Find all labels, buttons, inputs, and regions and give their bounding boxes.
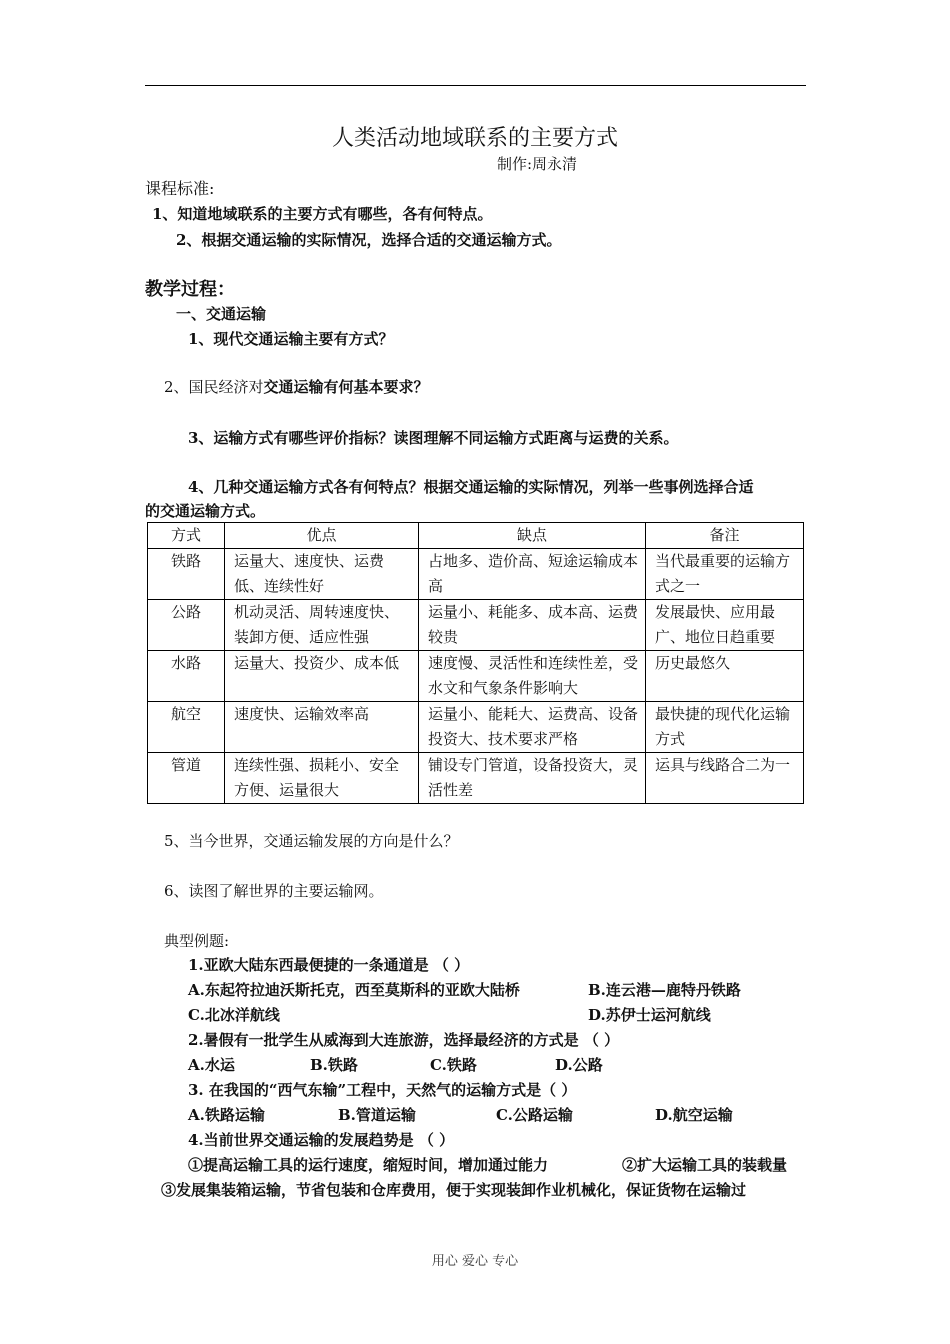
examples-heading: 典型例题: <box>164 932 230 950</box>
table-cell-mode: 管道 <box>148 753 225 804</box>
question-1: 1、现代交通运输主要有方式？ <box>188 330 394 348</box>
question-2-text: 交通运输有何基本要求？ <box>263 378 429 396</box>
process-heading: 教学过程： <box>145 279 235 300</box>
example-2-option-a: A.水运 <box>188 1056 235 1074</box>
example-2-option-b: B.铁路 <box>310 1056 358 1074</box>
table-cell-notes: 最快捷的现代化运输方式 <box>646 702 804 753</box>
table-row <box>148 702 804 753</box>
author-line: 制作:周永清 <box>497 155 578 173</box>
table-cell-disadvantages: 运量小、能耗大、运费高、设备投资大、技术要求严格 <box>419 702 646 753</box>
page-title: 人类活动地域联系的主要方式 <box>331 126 618 151</box>
example-2-option-c: C.铁路 <box>430 1056 477 1074</box>
header-cell-mode: 方式 <box>148 523 225 549</box>
example-2-option-d: D.公路 <box>555 1056 603 1074</box>
table-cell-notes: 发展最快、应用最广、地位日趋重要 <box>646 600 804 651</box>
table-cell-mode: 水路 <box>148 651 225 702</box>
example-4-option-1: ①提高运输工具的运行速度，缩短时间，增加通过能力 <box>188 1156 549 1174</box>
table-cell-mode: 铁路 <box>148 549 225 600</box>
example-3-option-c: C.公路运输 <box>496 1106 573 1124</box>
example-1-stem: 1.亚欧大陆东西最便捷的一条通道是 （ ） <box>188 956 470 974</box>
question-5: 5、当今世界，交通运输发展的方向是什么？ <box>164 832 459 850</box>
example-3-stem: 3. 在我国的“西气东输”工程中，天然气的运输方式是（ ） <box>188 1081 577 1099</box>
table-row <box>148 753 804 804</box>
table-cell-notes: 当代最重要的运输方式之一 <box>646 549 804 600</box>
table-cell-mode: 公路 <box>148 600 225 651</box>
standard-item-2: 2、根据交通运输的实际情况，选择合适的交通运输方式。 <box>176 231 562 249</box>
header-rule <box>145 85 806 86</box>
table-cell-disadvantages: 速度慢、灵活性和连续性差，受水文和气象条件影响大 <box>419 651 646 702</box>
table-cell-disadvantages: 占地多、造价高、短途运输成本高 <box>419 549 646 600</box>
section-heading: 一、交通运输 <box>176 305 267 323</box>
question-4-line-1: 4、几种交通运输方式各有何特点？根据交通运输的实际情况，列举一些事例选择合适 <box>188 478 754 496</box>
table-cell-disadvantages: 运量小、耗能多、成本高、运费较贵 <box>419 600 646 651</box>
standards-heading: 课程标准: <box>145 179 215 198</box>
standard-item-1: 1、知道地域联系的主要方式有哪些，各有何特点。 <box>152 205 493 223</box>
example-1-option-b: B.连云港—鹿特丹铁路 <box>588 981 741 999</box>
table-row <box>148 600 804 651</box>
table-header-row <box>148 523 804 549</box>
example-4-option-3: ③发展集装箱运输，节省包装和仓库费用，便于实现装卸作业机械化，保证货物在运输过 <box>161 1181 747 1199</box>
page-footer: 用心 爱心 专心 <box>431 1254 519 1269</box>
example-1-option-c: C.北冰洋航线 <box>188 1006 280 1024</box>
example-4-option-2: ②扩大运输工具的装载量 <box>622 1156 788 1174</box>
table-row <box>148 651 804 702</box>
table-row <box>148 549 804 600</box>
table-cell-notes: 运具与线路合二为一 <box>646 753 804 804</box>
header-cell-disadvantages: 缺点 <box>419 523 646 549</box>
example-3-option-d: D.航空运输 <box>655 1106 733 1124</box>
example-3-option-b: B.管道运输 <box>338 1106 416 1124</box>
example-1-option-a: A.东起符拉迪沃斯托克，西至莫斯科的亚欧大陆桥 <box>188 981 520 999</box>
table-cell-advantages: 速度快、运输效率高 <box>225 702 419 753</box>
example-4-stem: 4.当前世界交通运输的发展趋势是 （ ） <box>188 1131 455 1149</box>
question-2 <box>164 376 429 397</box>
question-6: 6、读图了解世界的主要运输网。 <box>164 882 384 900</box>
table-cell-mode: 航空 <box>148 702 225 753</box>
table-cell-advantages: 运量大、速度快、运费低、连续性好 <box>225 549 419 600</box>
question-3: 3、运输方式有哪些评价指标？读图理解不同运输方式距离与运费的关系。 <box>188 429 679 447</box>
example-3-option-a: A.铁路运输 <box>188 1106 265 1124</box>
header-cell-advantages: 优点 <box>225 523 419 549</box>
question-4-line-2: 的交通运输方式。 <box>145 502 266 520</box>
transport-modes-table <box>147 522 804 804</box>
table-cell-advantages: 运量大、投资少、成本低 <box>225 651 419 702</box>
question-2-prefix: 2、国民经济对 <box>164 378 264 396</box>
table-cell-notes: 历史最悠久 <box>646 651 804 702</box>
table-cell-disadvantages: 铺设专门管道，设备投资大，灵活性差 <box>419 753 646 804</box>
header-cell-notes: 备注 <box>646 523 804 549</box>
example-1-option-d: D.苏伊士运河航线 <box>588 1006 711 1024</box>
example-2-stem: 2.暑假有一批学生从威海到大连旅游，选择最经济的方式是 （ ） <box>188 1031 620 1049</box>
table-cell-advantages: 机动灵活、周转速度快、装卸方便、适应性强 <box>225 600 419 651</box>
table-cell-advantages: 连续性强、损耗小、安全方便、运量很大 <box>225 753 419 804</box>
